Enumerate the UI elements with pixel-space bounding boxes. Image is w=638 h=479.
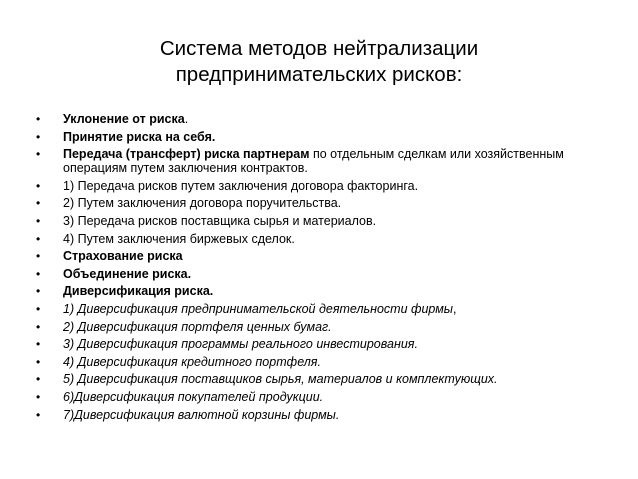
bullet-icon: • — [36, 147, 41, 162]
list-item-text: 7)Диверсификация валютной корзины фирмы. — [63, 407, 340, 422]
list-item-text: Страхование риска — [63, 249, 183, 264]
list-item — [36, 302, 596, 316]
list-item-text: 3) Диверсификация программы реального инвестирования. — [63, 337, 418, 352]
bullet-icon: • — [36, 196, 41, 211]
list-item-text: 5) Диверсификация поставщиков сырья, материалов и комплектующих. — [63, 372, 498, 387]
bullet-icon: • — [36, 319, 41, 334]
list-item-text: по отдельным сделкам или хозяйственным операциям путем заключения контрактов. — [63, 147, 564, 176]
list-item-text: 2) Путем заключения договора поручительства. — [63, 196, 342, 211]
list-item — [36, 232, 596, 246]
bullet-icon: • — [36, 231, 41, 246]
bullet-icon: • — [36, 129, 41, 144]
slide-title — [0, 36, 638, 88]
list-item-text: 3) Передача рисков поставщика сырья и материалов. — [63, 213, 377, 228]
list-item-text: 4) Диверсификация кредитного портфеля. — [63, 354, 321, 369]
bullet-icon: • — [36, 284, 41, 299]
list-item-text: 1) Передача рисков путем заключения договора факторинга. — [63, 178, 419, 193]
bullet-icon: • — [36, 249, 41, 264]
list-item-text: , — [452, 301, 457, 316]
list-item-text: Передача (трансферт) риска партнерам — [63, 147, 310, 162]
list-item-text: Объединение риска. — [63, 266, 192, 281]
list-item-text: 4) Путем заключения биржевых сделок. — [63, 231, 295, 246]
bullet-icon: • — [36, 407, 41, 422]
bullet-icon: • — [36, 178, 41, 193]
list-item-text: Уклонение от риска — [63, 112, 185, 126]
list-item — [36, 320, 596, 334]
bullet-icon: • — [36, 213, 41, 228]
list-item — [36, 112, 596, 126]
slide-title-line-2: предпринимательских рисков: — [175, 63, 463, 86]
list-item — [36, 372, 596, 386]
bullet-icon: • — [36, 337, 41, 352]
list-item-text: . — [184, 112, 189, 126]
slide-title-line-1: Система методов нейтрализации — [159, 37, 479, 60]
list-item — [36, 337, 596, 351]
list-item-text: 2) Диверсификация портфеля ценных бумаг. — [63, 319, 332, 334]
list-item — [36, 249, 596, 263]
bullet-icon: • — [36, 389, 41, 404]
list-item — [36, 267, 596, 281]
list-item-text: 1) Диверсификация предпринимательской деятельности фирмы — [63, 301, 453, 316]
list-item — [36, 179, 596, 193]
bullet-icon: • — [36, 372, 41, 387]
list-item — [36, 130, 596, 144]
bullet-icon: • — [36, 266, 41, 281]
list-item — [36, 390, 596, 404]
list-item-text: 6)Диверсификация покупателей продукции. — [63, 389, 324, 404]
list-item — [36, 355, 596, 369]
list-item-text: Диверсификация риска. — [63, 284, 214, 299]
methods-bullet-list — [36, 112, 596, 425]
list-item — [36, 147, 596, 175]
list-item — [36, 214, 596, 228]
bullet-icon: • — [36, 301, 41, 316]
list-item-text: Принятие риска на себя. — [63, 129, 216, 144]
list-item — [36, 408, 596, 422]
bullet-icon: • — [36, 112, 41, 126]
list-item — [36, 284, 596, 298]
list-item — [36, 196, 596, 210]
bullet-icon: • — [36, 354, 41, 369]
